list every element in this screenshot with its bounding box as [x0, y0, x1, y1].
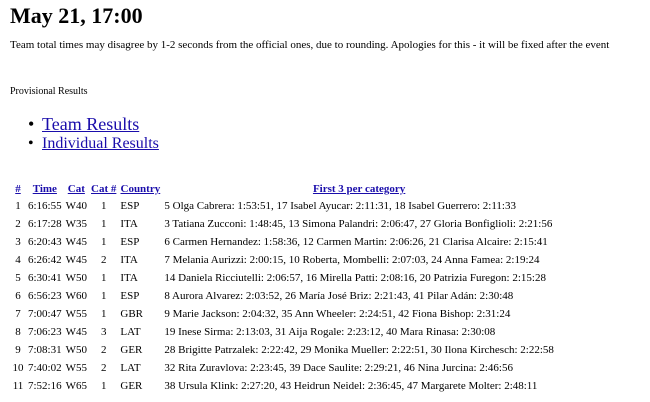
- cell-rank: 6: [15, 290, 21, 302]
- cell-cat-rank: 1: [100, 290, 107, 302]
- cell-time: 6:56:23: [28, 290, 62, 302]
- cell-rank: 5: [15, 272, 21, 284]
- header-country[interactable]: Country: [120, 183, 161, 195]
- cell-rank: 11: [12, 380, 24, 392]
- cell-cat: W35: [65, 218, 88, 230]
- cell-country: LAT: [120, 362, 141, 374]
- cell-cat: W65: [65, 380, 88, 392]
- cell-country: LAT: [120, 326, 141, 338]
- cell-country: ITA: [120, 272, 138, 284]
- cell-cat: W60: [65, 290, 88, 302]
- cell-first-three: 32 Rita Zuravlova: 2:23:45, 39 Dace Saulite: 2:29:21, 46 Nina Jurcina: 2:46:56: [164, 362, 513, 374]
- cell-time: 7:08:31: [28, 344, 62, 356]
- page-title: May 21, 17:00: [10, 3, 143, 28]
- cell-cat: W55: [65, 362, 88, 374]
- cell-time: 6:30:41: [28, 272, 62, 284]
- bullet-icon: •: [28, 114, 35, 134]
- cell-cat: W45: [65, 236, 88, 248]
- cell-first-three: 8 Aurora Alvarez: 2:03:52, 26 María José Briz: 2:21:43, 41 Pilar Adán: 2:30:48: [164, 290, 514, 302]
- cell-country: ITA: [120, 254, 138, 266]
- cell-cat-rank: 2: [100, 362, 107, 374]
- cell-country: ESP: [120, 200, 140, 212]
- cell-time: 7:52:16: [28, 380, 62, 392]
- cell-country: GER: [120, 344, 143, 356]
- individual-results-link[interactable]: Individual Results: [42, 135, 159, 152]
- cell-cat: W45: [65, 254, 88, 266]
- cell-cat-rank: 1: [100, 236, 107, 248]
- cell-rank: 10: [12, 362, 24, 374]
- team-results-item: [26, 114, 159, 134]
- results-links: [26, 114, 159, 153]
- team-results-link[interactable]: Team Results: [42, 114, 140, 134]
- table-row: [10, 251, 556, 269]
- cell-cat-rank: 1: [100, 218, 107, 230]
- rounding-note: Team total times may disagree by 1-2 seconds from the official ones, due to rounding. Apologies for this - it will be fixed after the event: [10, 39, 610, 51]
- cell-cat: W50: [65, 344, 88, 356]
- cell-cat-rank: 3: [100, 326, 107, 338]
- cell-rank: 7: [15, 308, 21, 320]
- cell-time: 7:06:23: [28, 326, 62, 338]
- cell-country: GER: [120, 380, 143, 392]
- cell-cat: W45: [65, 326, 88, 338]
- cell-first-three: 5 Olga Cabrera: 1:53:51, 17 Isabel Ayucar: 2:11:31, 18 Isabel Guerrero: 2:11:33: [164, 200, 516, 212]
- cell-country: ESP: [120, 236, 140, 248]
- table-row: [10, 287, 556, 305]
- cell-country: GBR: [120, 308, 143, 320]
- cell-cat-rank: 1: [100, 308, 107, 320]
- cell-first-three: 28 Brigitte Patrzalek: 2:22:42, 29 Monika Mueller: 2:22:51, 30 Ilona Kirchesch: 2:22:58: [164, 344, 554, 356]
- header-rank[interactable]: #: [15, 183, 21, 195]
- cell-time: 6:20:43: [28, 236, 62, 248]
- cell-cat-rank: 2: [100, 254, 107, 266]
- table-row: [10, 269, 556, 287]
- cell-rank: 8: [15, 326, 21, 338]
- table-header-row: [10, 181, 556, 197]
- results-table: [10, 181, 556, 395]
- table-row: [10, 197, 556, 215]
- cell-time: 7:40:02: [28, 362, 62, 374]
- cell-cat: W50: [65, 272, 88, 284]
- individual-results-item: [26, 134, 159, 153]
- cell-cat-rank: 1: [100, 380, 107, 392]
- cell-cat-rank: 2: [100, 344, 107, 356]
- table-row: [10, 323, 556, 341]
- cell-first-three: 38 Ursula Klink: 2:27:20, 43 Heidrun Neidel: 2:36:45, 47 Margarete Molter: 2:48:11: [164, 380, 538, 392]
- cell-rank: 1: [15, 200, 21, 212]
- cell-time: 6:16:55: [28, 200, 62, 212]
- cell-rank: 4: [15, 254, 21, 266]
- cell-rank: 2: [15, 218, 21, 230]
- bullet-icon: •: [28, 135, 34, 152]
- cell-cat: W55: [65, 308, 88, 320]
- table-row: [10, 215, 556, 233]
- table-row: [10, 359, 556, 377]
- cell-rank: 9: [15, 344, 21, 356]
- cell-first-three: 7 Melania Aurizzi: 2:00:15, 10 Roberta, Mombelli: 2:07:03, 24 Anna Famea: 2:19:24: [164, 254, 540, 266]
- provisional-label: Provisional Results: [10, 86, 88, 97]
- cell-time: 7:00:47: [28, 308, 62, 320]
- cell-first-three: 19 Inese Sirma: 2:13:03, 31 Aija Rogale: 2:23:12, 40 Mara Rinasa: 2:30:08: [164, 326, 496, 338]
- header-first-three[interactable]: First 3 per category: [312, 183, 406, 195]
- cell-rank: 3: [15, 236, 21, 248]
- cell-country: ESP: [120, 290, 140, 302]
- header-cat-rank[interactable]: Cat #: [91, 183, 117, 195]
- cell-first-three: 14 Daniela Ricciutelli: 2:06:57, 16 Mirella Patti: 2:08:16, 20 Patrizia Furegon: 2:15:28: [164, 272, 546, 284]
- cell-country: ITA: [120, 218, 138, 230]
- cell-first-three: 6 Carmen Hernandez: 1:58:36, 12 Carmen Martin: 2:06:26, 21 Clarisa Alcaire: 2:15:41: [164, 236, 548, 248]
- cell-time: 6:26:42: [28, 254, 62, 266]
- cell-cat: W40: [65, 200, 88, 212]
- table-row: [10, 233, 556, 251]
- table-row: [10, 377, 556, 395]
- table-row: [10, 341, 556, 359]
- cell-cat-rank: 1: [100, 200, 107, 212]
- table-row: [10, 305, 556, 323]
- cell-cat-rank: 1: [100, 272, 107, 284]
- cell-time: 6:17:28: [28, 218, 62, 230]
- cell-first-three: 3 Tatiana Zucconi: 1:48:45, 13 Simona Palandri: 2:06:47, 27 Gloria Bonfiglioli: 2:21:56: [164, 218, 553, 230]
- header-cat[interactable]: Cat: [67, 183, 85, 195]
- cell-first-three: 9 Marie Jackson: 2:04:32, 35 Ann Wheeler: 2:24:51, 42 Fiona Bishop: 2:31:24: [164, 308, 511, 320]
- header-time[interactable]: Time: [32, 183, 57, 195]
